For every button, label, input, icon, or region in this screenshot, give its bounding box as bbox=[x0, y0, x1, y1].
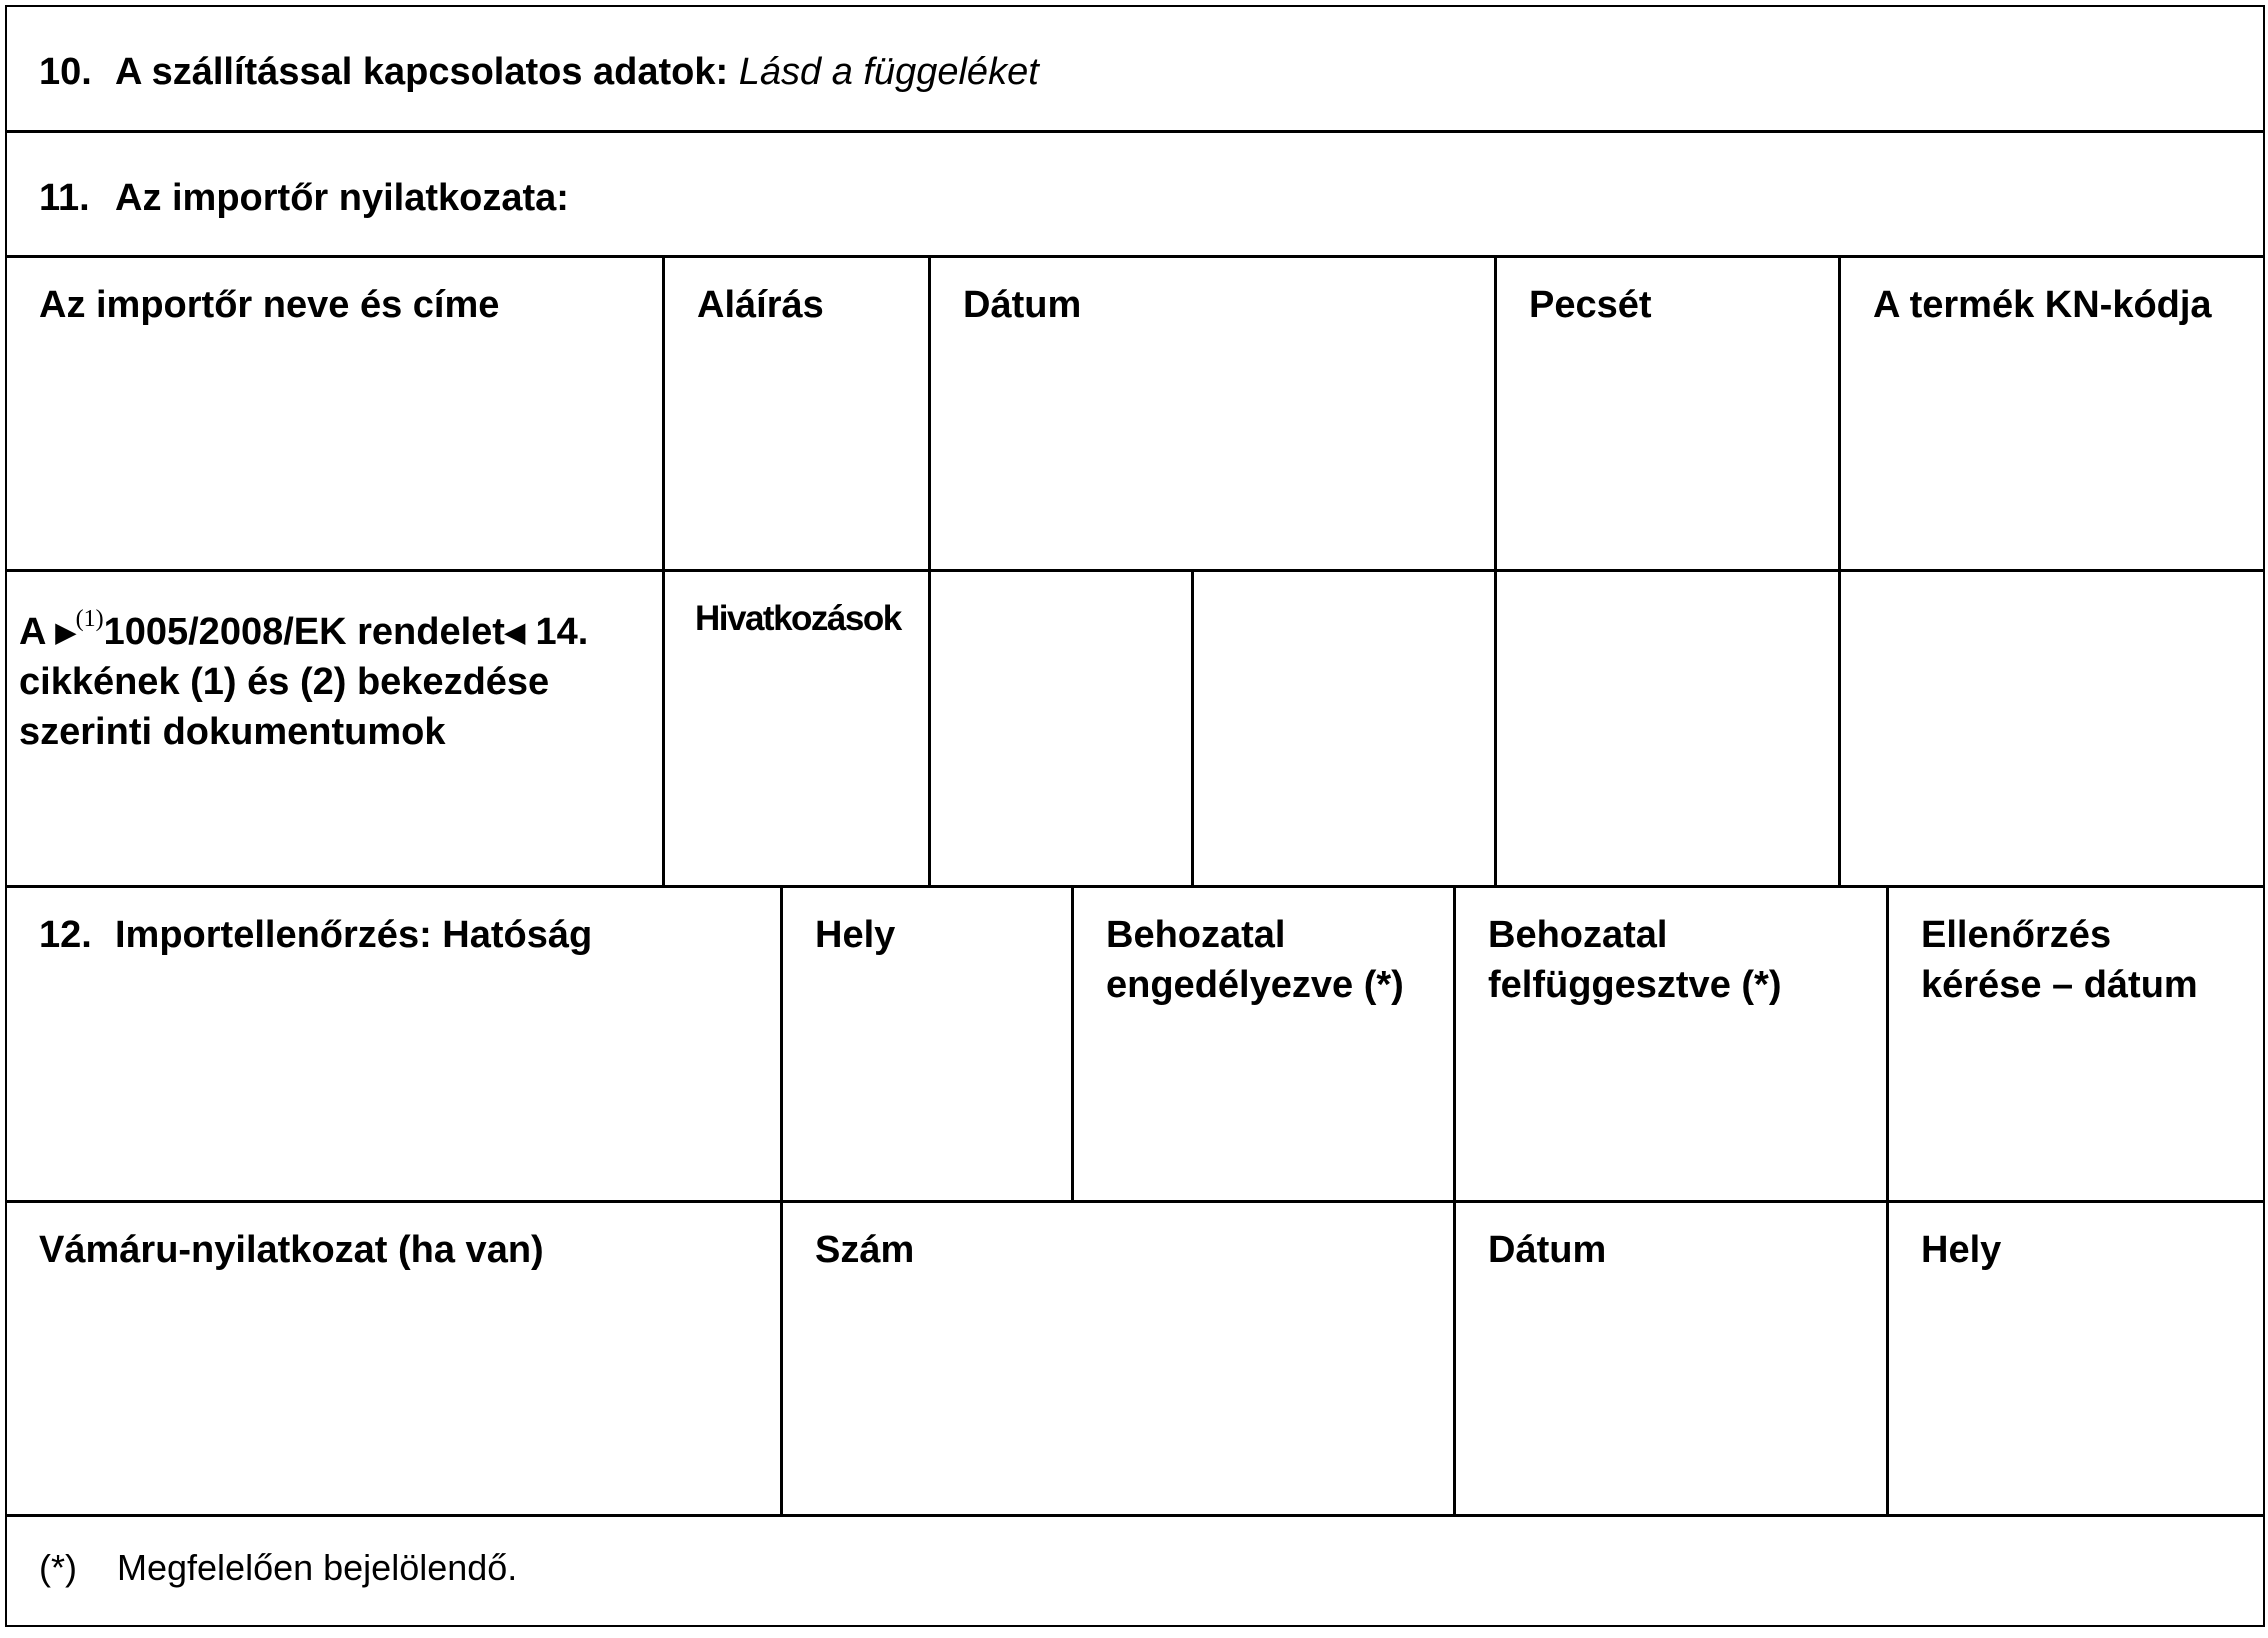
footnote-text: Megfelelően bejelölendő. bbox=[117, 1547, 518, 1588]
place-field[interactable] bbox=[781, 886, 1073, 1202]
field-label: Szám bbox=[815, 1229, 915, 1271]
cn-code-field[interactable] bbox=[1839, 256, 2265, 571]
marker-open-icon: ▶ bbox=[55, 617, 76, 647]
footnote-row bbox=[5, 1515, 2265, 1627]
inspection-request-date-field[interactable] bbox=[1887, 886, 2265, 1202]
reference-field-4[interactable] bbox=[1839, 570, 2265, 887]
field-label: Hely bbox=[1921, 1229, 2002, 1271]
documents-prefix: A bbox=[19, 611, 46, 653]
documents-label-cell bbox=[5, 570, 664, 887]
section-number: 11. bbox=[39, 177, 90, 219]
references-label: Hivatkozások bbox=[695, 599, 901, 638]
field-label: Dátum bbox=[963, 284, 1082, 326]
field-label: Importellenőrzés: Hatóság bbox=[115, 914, 593, 956]
signature-field[interactable] bbox=[663, 256, 930, 571]
field-label: Ellenőrzés kérése – dátum bbox=[1921, 914, 2198, 1006]
reference-field-2[interactable] bbox=[1192, 570, 1496, 887]
field-label: Az importőr neve és címe bbox=[39, 284, 500, 326]
customs-date-field[interactable] bbox=[1454, 1201, 1888, 1516]
customs-number-field[interactable] bbox=[781, 1201, 1455, 1516]
import-authorised-field[interactable] bbox=[1072, 886, 1455, 1202]
date-field[interactable] bbox=[929, 256, 1496, 571]
marker-close-icon: ◀ bbox=[504, 617, 525, 647]
documents-text: 14. cikkének (1) és (2) bekezdése szerinti dokumentumok bbox=[19, 611, 589, 753]
field-label: Pecsét bbox=[1529, 284, 1652, 326]
stamp-field[interactable] bbox=[1495, 256, 1840, 571]
section-10-value: Lásd a függeléket bbox=[738, 51, 1039, 93]
customs-place-field[interactable] bbox=[1887, 1201, 2265, 1516]
field-label: Vámáru-nyilatkozat (ha van) bbox=[39, 1229, 544, 1271]
section-10-label: A szállítással kapcsolatos adatok: bbox=[115, 51, 729, 93]
field-label: Hely bbox=[815, 914, 896, 956]
field-label: Aláírás bbox=[697, 284, 824, 326]
importer-name-address-field[interactable] bbox=[5, 256, 664, 571]
field-label: Behozatal engedélyezve (*) bbox=[1106, 914, 1404, 1006]
footnote-mark: (*) bbox=[39, 1547, 77, 1588]
reference-field-3[interactable] bbox=[1495, 570, 1840, 887]
section-11-row bbox=[5, 131, 2265, 257]
field-label: Dátum bbox=[1488, 1229, 1607, 1271]
references-cell bbox=[663, 570, 930, 887]
import-control-authority-field[interactable] bbox=[5, 886, 782, 1202]
field-label: A termék KN-kódja bbox=[1873, 284, 2212, 326]
section-10-row bbox=[5, 5, 2265, 132]
regulation-ref: 1005/2008/EK rendelet bbox=[103, 611, 505, 653]
customs-declaration-field[interactable] bbox=[5, 1201, 782, 1516]
footnote-ref[interactable]: (1) bbox=[75, 606, 104, 632]
import-suspended-field[interactable] bbox=[1454, 886, 1888, 1202]
section-number: 10. bbox=[39, 51, 92, 93]
field-label: Behozatal felfüggesztve (*) bbox=[1488, 914, 1782, 1006]
reference-field-1[interactable] bbox=[929, 570, 1193, 887]
section-11-label: Az importőr nyilatkozata: bbox=[115, 177, 569, 219]
section-number: 12. bbox=[39, 914, 92, 956]
